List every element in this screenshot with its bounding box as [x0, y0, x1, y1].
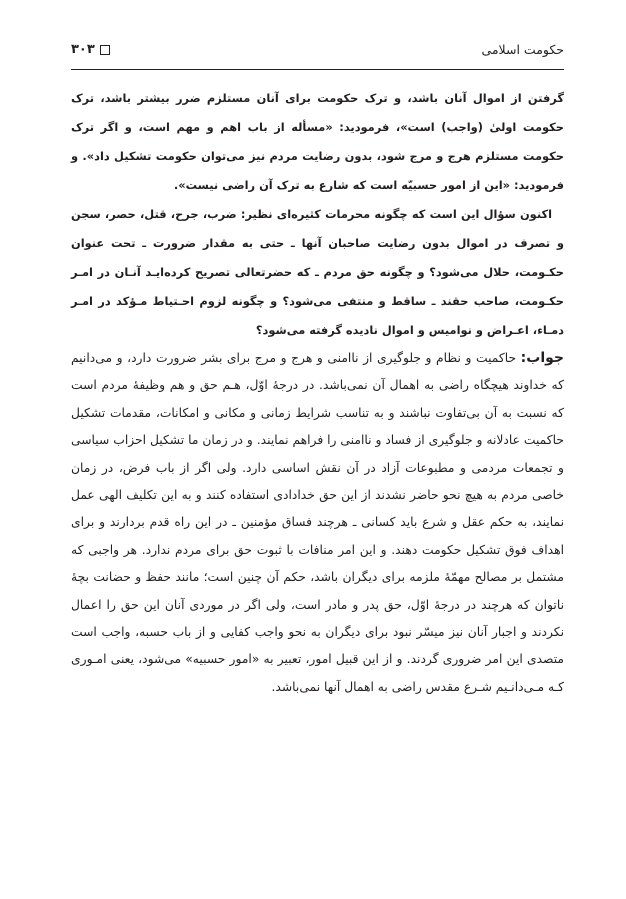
question-paragraph-2: اکنون سؤال این است که چگونه محرمات کثیره‌ای نظیر: ضرب، جرح، قتل، حصر، سجن و تصرف در اموال بدون رضایت صاحبان آنها ـ حتی به مقدار ضرورت ـ تحت عنوان حکـومت، حلال می‌شود؟ و چگونه حق مردم ـ که حضرتعالی تصریح کرده‌ایـد آنـان در امـر حکـومت، صاحب حقند ـ ساقط و منتفی می‌شود؟ و چگونه لزوم احـتیاط مـؤکد در امـر دمـاء، اعـراض و نوامیس و اموال نادیده گرفته می‌شود؟ [71, 207, 564, 337]
answer-text: حاکمیت و نظام و جلوگیری از ناامنی و هرج و مرج برای بشر ضرورت دارد، و می‌دانیم که خداوند هیچگاه راضی به اهمال آن نمی‌باشد. در درجهٔ اوّل، هـم حق و هم وظیفهٔ مردم است که نسبت به آن بی‌تفاوت نباشند و به تناسب شرایط زمانی و مکانی و امکانات، مقدمات تشکیل حاکمیت عادلانه و جلوگیری از فساد و ناامنی را فراهم نمایند. و در زمان ما تشکیل احزاب سیاسی و تجمعات مردمی و مطبوعات آزاد در آن نقش اساسی دارد. ولی اگر از باب فرض، در زمان خاصی مردم به هیچ نحو حاضر نشدند از این حق خدادادی استفاده کنند و به این تکلیف الهی عمل نمایند، به حکم عقل و شرع باید کسانی ـ هرچند فساق مؤمنین ـ در این راه قدم بردارند و برای اهداف فوق تشکیل حکومت دهند. و این امر منافات با ثبوت حق برای مردم ندارد. هر واجبی که مشتمل بر مصالح مهمّهٔ ملزمه برای دیگران باشد، حکم آن چنین است؛ مانند حفظ و حضانت بچهٔ ناتوان که هرچند در درجهٔ اوّل، حق پدر و مادر است، ولی اگر در موردی آنان این حق را اعمال نکردند و اجبار آنان نیز میسّر نبود برای دیگران به نحو واجب کفایی و از باب حسبه، واجب است متصدی این امر ضروری گردند. و از این قبیل امور، تعبیر به «امور حسبیه» می‌شود، یعنی امـوری کـه مـی‌دانـیم شـرع مقدس راضی به اهمال آنها نمی‌باشد. [71, 351, 564, 694]
answer-label: جواب: [520, 350, 564, 366]
header-title: حکومت اسلامی [481, 42, 564, 57]
page-number-block [71, 41, 110, 59]
square-outline-icon [100, 45, 110, 55]
answer-paragraph [71, 345, 564, 701]
header-divider [71, 69, 564, 70]
body-text [71, 84, 564, 701]
question-paragraph-1: گرفتن از اموال آنان باشد، و ترک حکومت برای آنان مستلزم ضرر بیشتر باشد، ترک حکومت اولیٰ (واجب) است»، فرمودید: «مسأله از باب اهم و مهم است، و اگر ترک حکومت مستلزم هرج و مرج شود، بدون رضایت مردم نیز می‌توان حکومت تشکیل داد». و فرمودید: «این از امور حسبیّه است که شارع به ترک آن راضی نیست». [71, 91, 564, 192]
running-header [71, 40, 564, 62]
page-number: ۳۰۳ [71, 42, 95, 57]
